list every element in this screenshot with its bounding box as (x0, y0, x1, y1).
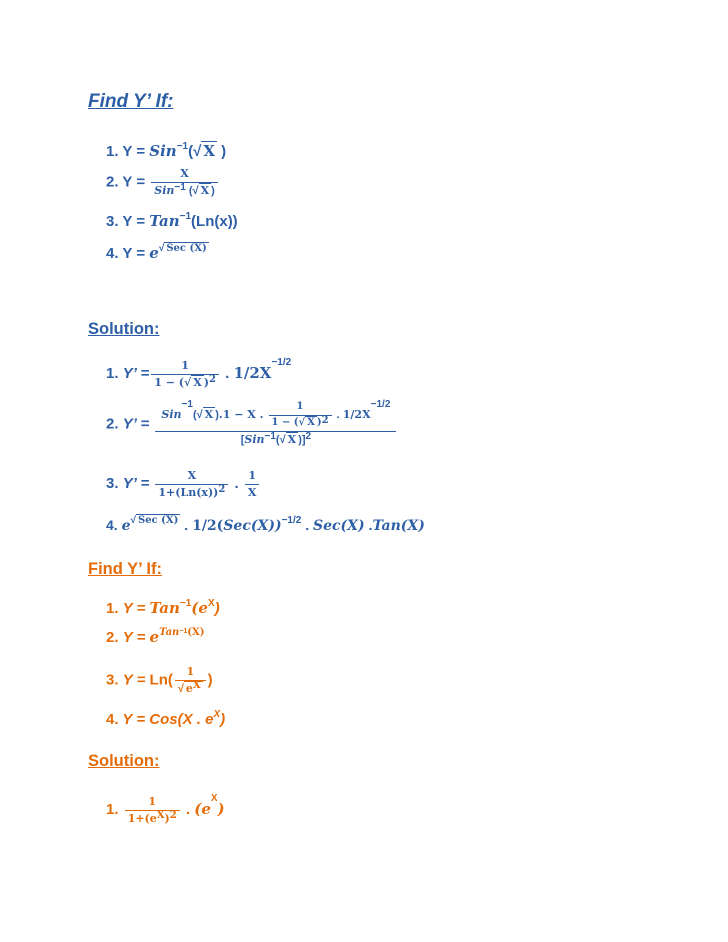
close: ) (214, 600, 220, 617)
den-b: ) (203, 375, 209, 389)
close: ) (164, 811, 170, 825)
close: ) (207, 671, 213, 689)
fn: Sin (161, 407, 182, 421)
open: [ (240, 434, 245, 446)
base: e (121, 518, 131, 534)
item-num: 4. (106, 711, 119, 728)
close: ) (221, 143, 227, 160)
fraction (151, 360, 219, 388)
sqrt: √ $e^X$ (177, 679, 201, 695)
arg: (X) (189, 243, 207, 254)
part4: Tan(X) (372, 518, 425, 534)
section1-heading: Find Y’ If: (88, 91, 174, 112)
arg: (e (191, 599, 208, 617)
fn: Ln( (149, 671, 173, 689)
fn: Sin (149, 142, 177, 160)
mid: .1 − X . (218, 407, 264, 421)
section2-heading: Find Y’ If: (88, 560, 162, 578)
arg: X (200, 183, 210, 197)
numerator: 1 (245, 470, 260, 485)
sqrt: √ X (193, 142, 215, 160)
open: ( (188, 184, 193, 197)
item-num: 3. (106, 475, 119, 493)
tail: 1/2X (233, 364, 272, 383)
inv: −1 (176, 141, 189, 152)
denominator (151, 183, 218, 198)
inv: −1 (174, 181, 186, 193)
fraction (175, 666, 206, 695)
tail: 1/2X (342, 407, 371, 421)
den-a: 1 − ( (154, 375, 184, 389)
problem-2-3 (106, 666, 213, 695)
pow: −1/2 (281, 515, 302, 526)
solution-1-3 (106, 470, 261, 498)
solution2-heading: Solution: (88, 752, 160, 770)
fn: Tan (159, 627, 180, 638)
sqrt: √ Sec (X) (158, 243, 207, 254)
lhs: Y = (122, 173, 146, 191)
fn: Sec (223, 518, 251, 534)
denominator: X (247, 485, 257, 499)
item-num: 3. (106, 671, 119, 689)
pow: 2 (208, 373, 216, 385)
den: 1+(e (127, 811, 157, 825)
problem-1-1 (106, 141, 227, 160)
denominator: [Sin$^{-1}$(√ X )]$^2$ (240, 431, 312, 446)
solution-1-1 (106, 357, 292, 389)
pow: X (156, 809, 165, 821)
problem-1-2 (106, 168, 220, 197)
sqrt: √ X (298, 416, 315, 428)
part2: 1/2( (192, 518, 224, 534)
dot: . (225, 365, 230, 383)
exponent (159, 243, 209, 254)
base: e (185, 681, 193, 695)
numerator: X (151, 168, 218, 183)
pow: X (213, 709, 221, 720)
lhs: Y = (122, 245, 146, 262)
lhs: Y = (122, 213, 146, 230)
part3: Sec(X) (313, 518, 365, 534)
denominator (269, 416, 332, 429)
close: ) (316, 416, 322, 428)
fraction-2 (245, 470, 260, 498)
fraction-1 (155, 470, 228, 498)
denominator (125, 811, 180, 825)
pow: X (210, 793, 218, 804)
item-num: 1. (106, 801, 119, 819)
fraction (151, 168, 218, 197)
numerator: Sin$^{-1}$(√ X ).1 − X . $\frac{1}{1 - (√ X )^2}$ . $1/2X^{-1/2}$ (155, 402, 396, 432)
lhs: Y’ = (122, 415, 150, 433)
numerator: 1 (269, 402, 332, 416)
item-num: 1. (106, 600, 119, 617)
den: 1 − ( (271, 416, 299, 428)
numerator: 1 (125, 796, 180, 811)
problem-2-1 (106, 598, 220, 617)
numerator: X (155, 470, 228, 485)
exponent (159, 627, 204, 638)
dot: . (234, 475, 239, 493)
close: ) (220, 711, 226, 728)
close: ) (211, 184, 215, 197)
item-num: 3. (106, 213, 119, 230)
dot: . (368, 517, 373, 533)
problem-1-3 (106, 211, 238, 230)
sqrt: √ X (183, 375, 202, 389)
inv: −1 (181, 399, 193, 410)
arg: (X) (161, 515, 179, 526)
pow: 2 (305, 431, 312, 442)
item-num: 4. (106, 517, 118, 533)
solution-2-1 (106, 793, 225, 825)
base: e (149, 628, 160, 646)
open: ( (188, 143, 194, 160)
tail-pow: −1/2 (370, 399, 391, 410)
item-num: 2. (106, 629, 119, 646)
sqrt: √ X (192, 183, 210, 197)
lhs: Y = (122, 629, 146, 646)
exponent (131, 515, 181, 526)
arg: X (287, 433, 297, 446)
arg: X (204, 407, 214, 421)
big-fraction (155, 399, 396, 447)
solution-1-2 (106, 399, 398, 447)
lhs: Y = (122, 671, 146, 689)
lhs: Y’ = (122, 475, 150, 493)
fn: Sin (244, 433, 265, 446)
inner-fraction (269, 402, 332, 428)
pow: 2 (321, 414, 329, 426)
sqrt: √ Sec (X) (130, 515, 179, 526)
inv: −1 (179, 598, 192, 609)
arg: X (307, 416, 315, 428)
fn: Tan (149, 599, 180, 617)
base: e (149, 244, 159, 262)
inv: −1 (264, 431, 276, 442)
fn: Tan (149, 212, 180, 230)
fn: Sec (166, 243, 186, 254)
item-num: 1. (106, 143, 119, 160)
lhs: Y = (122, 600, 146, 617)
solution1-heading: Solution: (88, 320, 160, 338)
close: ) (217, 800, 225, 819)
problem-2-2 (106, 627, 205, 646)
sqrt: √ X (279, 433, 297, 446)
lhs: Y = (122, 711, 146, 728)
pow: 2 (218, 483, 226, 495)
dot: . (336, 408, 340, 421)
item-num: 2. (106, 415, 119, 433)
denominator (155, 485, 228, 499)
arg: X (193, 375, 202, 389)
lhs: Y = (122, 143, 146, 160)
close: )] (298, 434, 306, 446)
fn: Sec (138, 515, 158, 526)
numerator: 1 (151, 360, 219, 375)
arg: (X)) (250, 518, 282, 534)
item-num: 4. (106, 245, 119, 262)
lhs: Y’ = (122, 365, 150, 383)
fn: Sin (154, 183, 175, 197)
solution-1-4 (106, 515, 425, 534)
arg: (X) (187, 627, 205, 638)
problem-2-4 (106, 709, 226, 728)
pow: X (207, 598, 215, 609)
denominator (151, 375, 219, 389)
item-num: 2. (106, 173, 119, 191)
dot: . (185, 801, 191, 819)
numerator: 1 (175, 666, 206, 681)
sqrt: √ X (196, 407, 214, 421)
tail-pow: −1/2 (271, 357, 292, 368)
denominator (175, 681, 206, 696)
fraction (125, 796, 180, 824)
dot: . (184, 517, 189, 533)
item-num: 1. (106, 365, 119, 383)
arg: (Ln(x)) (191, 213, 238, 230)
expr: Cos(X . e (149, 711, 214, 728)
inv: −1 (179, 211, 192, 222)
inv: −1 (179, 628, 188, 635)
pow: X (192, 679, 201, 691)
tail: (e (194, 800, 211, 819)
arg: X (203, 142, 215, 160)
sq: 2 (169, 809, 177, 821)
dot: . (305, 517, 310, 533)
den: 1+(Ln(x)) (158, 485, 219, 499)
problem-1-4 (106, 243, 209, 262)
